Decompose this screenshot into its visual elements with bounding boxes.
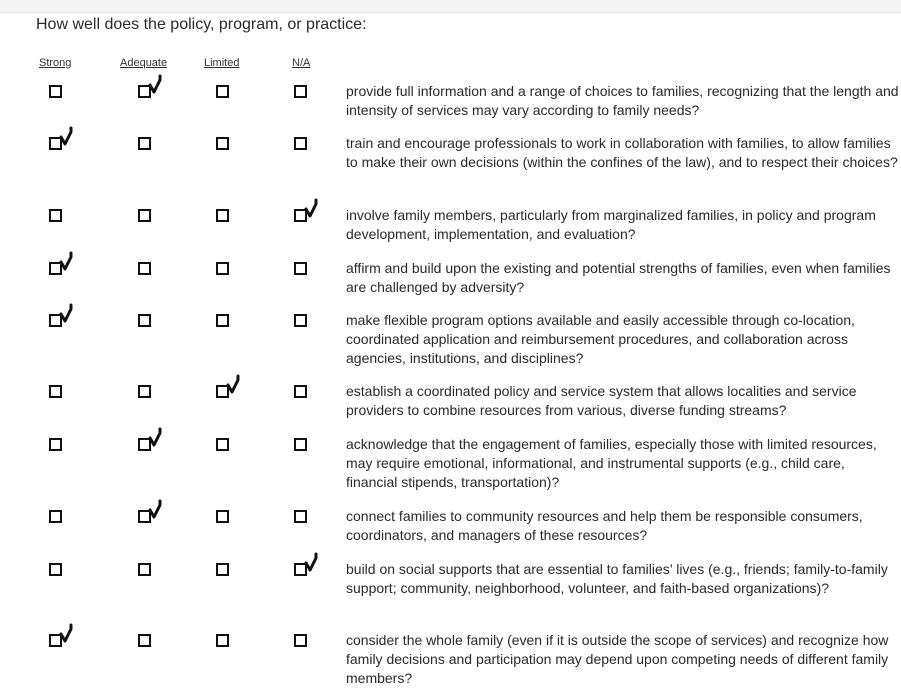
handwritten-check-icon: [59, 251, 77, 273]
checkbox-na[interactable]: [294, 137, 307, 150]
checkbox-na[interactable]: [294, 510, 307, 523]
checkbox-na[interactable]: [294, 314, 307, 327]
checkbox-strong[interactable]: [49, 510, 62, 523]
checkbox-adequate[interactable]: [138, 262, 151, 275]
question-text: acknowledge that the engagement of families, especially those with limited resources, may require emotional, informational, and instrumental supports (e.g., child care, financial stipends, transportation)?: [346, 436, 877, 490]
checkbox-strong[interactable]: [49, 563, 62, 576]
page-heading: How well does the policy, program, or practice:: [36, 16, 367, 33]
column-header-limited: Limited: [204, 57, 240, 69]
checkbox-limited[interactable]: [216, 85, 229, 98]
checkbox-strong[interactable]: [49, 438, 62, 451]
checkbox-adequate[interactable]: [138, 563, 151, 576]
checkbox-na[interactable]: [294, 385, 307, 398]
question-text: affirm and build upon the existing and potential strengths of families, even when families are challenged by adversity?: [346, 260, 891, 295]
checkbox-strong[interactable]: [49, 385, 62, 398]
column-header-na: N/A: [292, 57, 311, 69]
checkbox-limited[interactable]: [216, 510, 229, 523]
handwritten-check-icon: [304, 552, 322, 574]
question-text: make flexible program options available and easily accessible through co-location, coordinated application and reimbursement procedures, and collaboration across agencies, institutions, and disciplines?: [346, 312, 855, 366]
checkbox-na[interactable]: [294, 438, 307, 451]
checkbox-limited[interactable]: [216, 563, 229, 576]
checkbox-na[interactable]: [294, 262, 307, 275]
checkbox-limited[interactable]: [216, 634, 229, 647]
checkbox-limited[interactable]: [216, 137, 229, 150]
handwritten-check-icon: [59, 623, 77, 645]
checkbox-adequate[interactable]: [138, 209, 151, 222]
checkbox-limited[interactable]: [216, 209, 229, 222]
checkbox-strong[interactable]: [49, 209, 62, 222]
question-text: consider the whole family (even if it is outside the scope of services) and recognize how family decisions and participation may depend upon competing needs of different family members?: [346, 632, 889, 686]
checkbox-adequate[interactable]: [138, 634, 151, 647]
column-header-strong: Strong: [39, 57, 72, 69]
handwritten-check-icon: [148, 427, 166, 449]
checkbox-na[interactable]: [294, 85, 307, 98]
checkbox-limited[interactable]: [216, 314, 229, 327]
checkbox-adequate[interactable]: [138, 314, 151, 327]
checkbox-na[interactable]: [294, 634, 307, 647]
handwritten-check-icon: [148, 499, 166, 521]
checkbox-adequate[interactable]: [138, 385, 151, 398]
question-text: involve family members, particularly from marginalized families, in policy and program development, implementation, and evaluation?: [346, 207, 876, 242]
handwritten-check-icon: [226, 374, 244, 396]
checkbox-adequate[interactable]: [138, 137, 151, 150]
question-text: connect families to community resources and help them be responsible consumers, coordinators, and managers of these resources?: [346, 508, 863, 543]
question-text: provide full information and a range of choices to families, recognizing that the length and intensity of services may vary according to family needs?: [346, 83, 899, 118]
handwritten-check-icon: [304, 198, 322, 220]
question-text: establish a coordinated policy and service system that allows localities and service providers to combine resources from various, diverse funding streams?: [346, 383, 857, 418]
handwritten-check-icon: [59, 126, 77, 148]
handwritten-check-icon: [59, 303, 77, 325]
top-bar: [0, 0, 901, 13]
checkbox-limited[interactable]: [216, 438, 229, 451]
column-header-adequate: Adequate: [120, 57, 168, 69]
checkbox-limited[interactable]: [216, 262, 229, 275]
question-text: build on social supports that are essential to families’ lives (e.g., friends; family-to-family support; community, neighborhood, volunteer, and faith-based organizations)?: [346, 561, 888, 596]
checkbox-strong[interactable]: [49, 85, 62, 98]
handwritten-check-icon: [148, 74, 166, 96]
question-text: train and encourage professionals to work in collaboration with families, to allow families to make their own decisions (within the confines of the law), and to respect their choices?: [346, 135, 898, 170]
